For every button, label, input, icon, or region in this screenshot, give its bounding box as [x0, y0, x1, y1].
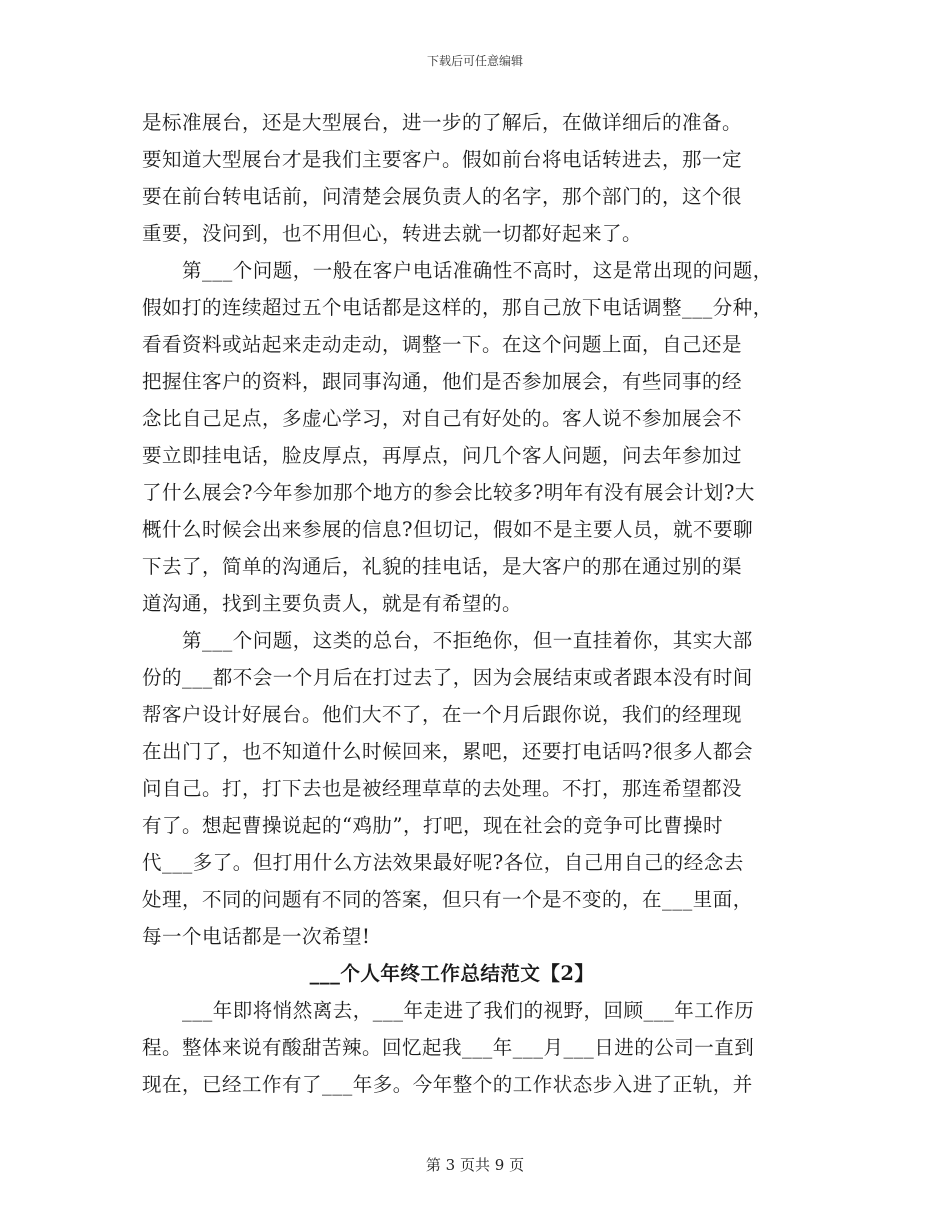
text-line: 道沟通，找到主要负责人，就是有希望的。 [142, 592, 523, 615]
paragraph-start-line: 第___个问题，这类的总台，不拒绝你，但一直挂着你，其实大部 [182, 629, 753, 652]
text-line: 程。整体来说有酸甜苦辣。回忆起我___年___月___日进的公司一直到 [142, 1036, 755, 1059]
text-line: 重要，没问到，也不用但心，转进去就一切都好起来了。 [142, 222, 643, 245]
text-line: 概什么时候会出来参展的信息?但切记，假如不是主要人员，就不要聊 [142, 518, 753, 541]
page-number-footer: 第 3 页共 9 页 [425, 1156, 525, 1174]
paragraph-start-line: 第___个问题，一般在客户电话准确性不高时，这是常出现的问题， [182, 259, 773, 282]
paragraph-start-line: ___年即将悄然离去，___年走进了我们的视野，回顾___年工作历 [182, 999, 755, 1022]
text-line: 在出门了，也不知道什么时候回来，累吧，还要打电话吗?很多人都会 [142, 740, 753, 763]
text-line: 份的___都不会一个月后在打过去了，因为会展结束或者跟本没有时间 [142, 666, 753, 689]
text-line: 要立即挂电话，脸皮厚点，再厚点，问几个客人问题，问去年参加过 [142, 444, 743, 467]
text-line: 代___多了。但打用什么方法效果最好呢?各位，自己用自己的经念去 [142, 851, 744, 874]
text-line: 现在，已经工作有了___年多。今年整个的工作状态步入进了正轨，并 [142, 1073, 753, 1096]
document-body [142, 104, 822, 1103]
text-line: 每一个电话都是一次希望! [142, 925, 371, 948]
text-line: 问自己。打，打下去也是被经理草草的去处理。不打，那连希望都没 [142, 777, 743, 800]
text-line: 下去了，简单的沟通后，礼貌的挂电话，是大客户的那在通过别的渠 [142, 555, 743, 578]
text-line: 要知道大型展台才是我们主要客户。假如前台将电话转进去，那一定 [142, 148, 743, 171]
section-title: ___个人年终工作总结范文【2】 [309, 962, 595, 985]
text-line: 念比自己足点，多虚心学习，对自己有好处的。客人说不参加展会不 [142, 407, 743, 430]
page-header: 下载后可任意编辑 [426, 54, 523, 68]
text-line: 有了。想起曹操说起的“鸡肋”，打吧，现在社会的竞争可比曹操时 [142, 814, 723, 837]
text-line: 帮客户设计好展台。他们大不了，在一个月后跟你说，我们的经理现 [142, 703, 743, 726]
text-line: 看看资料或站起来走动走动，调整一下。在这个问题上面，自己还是 [142, 333, 743, 356]
text-line: 是标准展台，还是大型展台，进一步的了解后，在做详细后的准备。 [142, 111, 743, 134]
text-line: 要在前台转电话前，问清楚会展负责人的名字，那个部门的，这个很 [142, 185, 743, 208]
text-line: 假如打的连续超过五个电话都是这样的，那自己放下电话调整___分种， [142, 296, 773, 319]
text-line: 了什么展会?今年参加那个地方的参会比较多?明年有没有展会计划?大 [142, 481, 755, 504]
text-line: 把握住客户的资料，跟同事沟通，他们是否参加展会，有些同事的经 [142, 370, 743, 393]
text-line: 处理，不同的问题有不同的答案，但只有一个是不变的，在___里面， [142, 888, 753, 911]
